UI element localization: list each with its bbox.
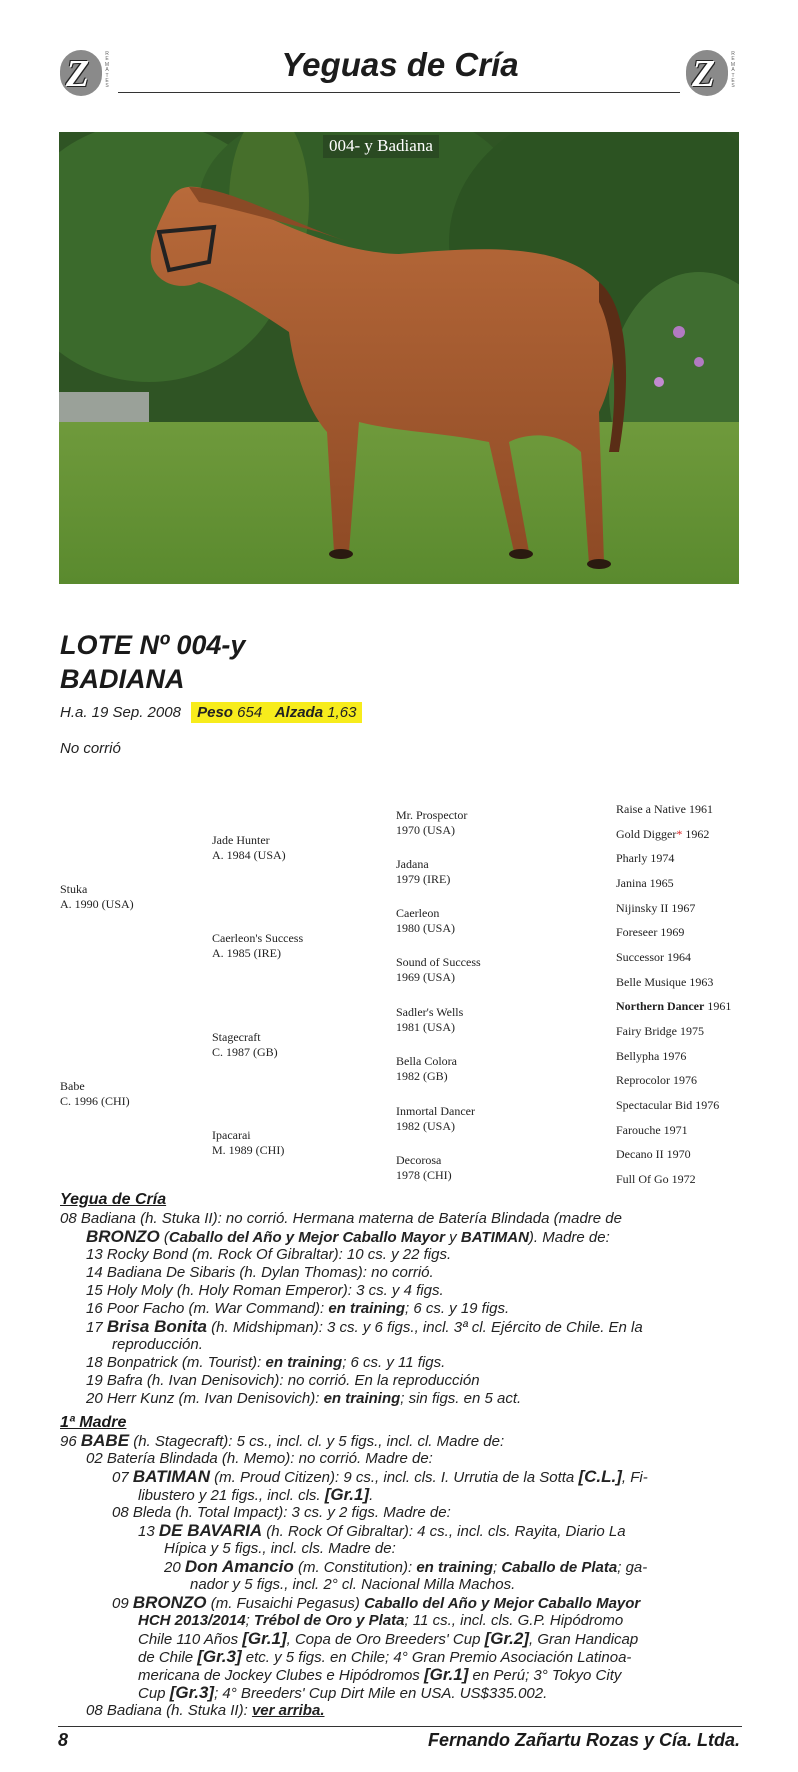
dam-line: 20 Don Amancio (m. Constitution): en training; Caballo de Plata; ga- <box>164 1557 648 1576</box>
dam-line: 13 DE BAVARIA (h. Rock Of Gibraltar): 4 cs., incl. cls. Rayita, Diario La <box>138 1521 626 1540</box>
birth-date: H.a. 19 Sep. 2008 <box>60 704 181 721</box>
dam-line: HCH 2013/2014; Trébol de Oro y Plata; 11 cs., incl. cls. G.P. Hipódromo <box>138 1612 624 1629</box>
pedigree-g4: Full Of Go 1972 <box>616 1172 696 1186</box>
logo-side-text: R E M A T E S <box>104 51 110 90</box>
pedigree-g2: Caerleon's Success A. 1985 (IRE) <box>212 931 304 960</box>
dam-line: 09 BRONZO (m. Fusaichi Pegasus) Caballo del Año y Mejor Caballo Mayor <box>112 1593 641 1612</box>
produce-line: 19 Bafra (h. Ivan Denisovich): no corrió. En la reproducción <box>86 1372 480 1389</box>
pedigree-g4: Spectacular Bid 1976 <box>616 1098 720 1112</box>
produce-line: 08 Badiana (h. Stuka II): no corrió. Hermana materna de Batería Blindada (madre de <box>60 1210 622 1227</box>
pedigree-g3: Bella Colora 1982 (GB) <box>396 1054 457 1083</box>
photo-caption: 004- y Badiana <box>323 135 439 158</box>
produce-line: 13 Rocky Bond (m. Rock Of Gibraltar): 10 cs. y 22 figs. <box>86 1246 452 1263</box>
pedigree-g3: Sadler's Wells 1981 (USA) <box>396 1005 464 1034</box>
pedigree-g4: Reprocolor 1976 <box>616 1073 697 1087</box>
pedigree-dam: Babe C. 1996 (CHI) <box>60 1079 130 1108</box>
pedigree-g4: Belle Musique 1963 <box>616 975 714 989</box>
logo-left <box>60 50 110 98</box>
produce-line: BRONZO (Caballo del Año y Mejor Caballo Mayor y BATIMAN). Madre de: <box>86 1227 610 1246</box>
pedigree-g3: Caerleon 1980 (USA) <box>396 906 455 935</box>
pedigree-g3: Inmortal Dancer 1982 (USA) <box>396 1104 475 1133</box>
dam-line: de Chile [Gr.3] etc. y 5 figs. en Chile; 4° Gran Premio Asociación Latinoa- <box>138 1647 632 1666</box>
page-title: Yeguas de Cría <box>281 46 519 83</box>
pedigree-g3: Mr. Prospector 1970 (USA) <box>396 808 468 837</box>
horse-photo-illustration <box>59 132 739 584</box>
pedigree-g4: Nijinsky II 1967 <box>616 901 696 915</box>
lot-meta <box>60 704 362 721</box>
pedigree-g4: Raise a Native 1961 <box>616 802 713 816</box>
pedigree-g4: Decano II 1970 <box>616 1147 691 1161</box>
measurements-highlight: Peso 654 Alzada 1,63 <box>191 702 362 723</box>
race-record: No corrió <box>60 740 121 757</box>
pedigree-g3: Sound of Success 1969 (USA) <box>396 955 481 984</box>
dam-line: 02 Batería Blindada (h. Memo): no corrió. Madre de: <box>86 1450 433 1467</box>
dam-line: 08 Badiana (h. Stuka II): ver arriba. <box>86 1702 325 1719</box>
pedigree-g4: Fairy Bridge 1975 <box>616 1024 704 1038</box>
pedigree-g4: Bellypha 1976 <box>616 1049 687 1063</box>
produce-line: reproducción. <box>112 1336 203 1353</box>
dam-line: Hípica y 5 figs., incl. cls. Madre de: <box>164 1540 396 1557</box>
pedigree-g2: Jade Hunter A. 1984 (USA) <box>212 833 286 862</box>
pedigree-g2: Ipacarai M. 1989 (CHI) <box>212 1128 285 1157</box>
logo-z-icon: Z <box>686 50 728 96</box>
pedigree-g4: Pharly 1974 <box>616 851 675 865</box>
pedigree-g3: Jadana 1979 (IRE) <box>396 857 451 886</box>
logo-side-text: R E M A T E S <box>730 51 736 90</box>
dam-line: Cup [Gr.3]; 4° Breeders' Cup Dirt Mile en USA. US$335.002. <box>138 1683 548 1702</box>
logo-right <box>686 50 736 98</box>
logo-z-icon: Z <box>60 50 102 96</box>
pedigree-g4: Gold Digger* 1962 <box>616 827 710 841</box>
produce-line: 17 Brisa Bonita (h. Midshipman): 3 cs. y 6 figs., incl. 3ª cl. Ejército de Chile. En la <box>86 1317 643 1336</box>
footer-company: Fernando Zañartu Rozas y Cía. Ltda. <box>427 1730 740 1750</box>
lot-title <box>60 628 245 696</box>
pedigree-g4: Northern Dancer 1961 <box>616 999 732 1013</box>
pedigree-g3: Decorosa 1978 (CHI) <box>396 1153 452 1182</box>
horse-photo <box>59 132 739 584</box>
pedigree-g4: Janina 1965 <box>616 876 674 890</box>
footer-divider <box>58 1726 742 1727</box>
dam-line: 96 BABE (h. Stagecraft): 5 cs., incl. cl. y 5 figs., incl. cl. Madre de: <box>60 1431 505 1450</box>
produce-line: 15 Holy Moly (h. Holy Roman Emperor): 3 cs. y 4 figs. <box>86 1282 444 1299</box>
horse-name: BADIANA <box>60 664 185 694</box>
produce-line: 20 Herr Kunz (m. Ivan Denisovich): en training; sin figs. en 5 act. <box>86 1390 522 1407</box>
dam-line: 08 Bleda (h. Total Impact): 3 cs. y 2 figs. Madre de: <box>112 1504 451 1521</box>
title-divider <box>118 92 680 93</box>
pedigree-g4: Foreseer 1969 <box>616 925 685 939</box>
dam-line: Chile 110 Años [Gr.1], Copa de Oro Breeders' Cup [Gr.2], Gran Handicap <box>138 1629 639 1648</box>
produce-line: 16 Poor Facho (m. War Command): en training; 6 cs. y 19 figs. <box>86 1300 510 1317</box>
section-yegua-de-cria: Yegua de Cría <box>60 1191 167 1208</box>
produce-line: 18 Bonpatrick (m. Tourist): en training; 6 cs. y 11 figs. <box>86 1354 446 1371</box>
section-primera-madre: 1ª Madre <box>60 1414 127 1431</box>
pedigree-g4: Farouche 1971 <box>616 1123 688 1137</box>
pedigree-sire: Stuka A. 1990 (USA) <box>60 882 134 911</box>
dam-line: mericana de Jockey Clubes e Hipódromos [Gr.1] en Perú; 3° Tokyo City <box>138 1665 622 1684</box>
dam-line: 07 BATIMAN (m. Proud Citizen): 9 cs., incl. cls. I. Urrutia de la Sotta [C.L.], Fi- <box>112 1467 648 1486</box>
page-number: 8 <box>58 1730 69 1750</box>
dam-line: libustero y 21 figs., incl. cls. [Gr.1]. <box>138 1485 374 1504</box>
lot-number: LOTE Nº 004-y <box>60 630 246 660</box>
pedigree-g2: Stagecraft C. 1987 (GB) <box>212 1030 278 1059</box>
produce-line: 14 Badiana De Sibaris (h. Dylan Thomas): no corrió. <box>86 1264 434 1281</box>
dam-line: nador y 5 figs., incl. 2° cl. Nacional Milla Machos. <box>190 1576 516 1593</box>
pedigree-g4: Successor 1964 <box>616 950 691 964</box>
